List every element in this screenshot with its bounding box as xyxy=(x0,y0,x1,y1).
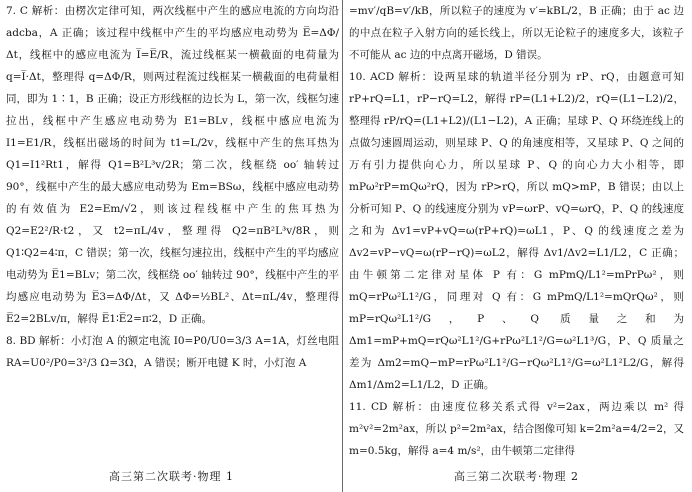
solution-8: 8. BD 解析：小灯泡 A 的额定电流 I0=P0/U0=3/3 A=1A，灯丝电阻 RA=U0²/P0=3²/3 Ω=3Ω，A 错误；断开电键 K 时，小灯泡 A xyxy=(6,335,339,369)
solution-9-continued: =mv′/qB=v′/kB，所以粒子的速度为 v′=kBL/2，B 正确；由于 ac 边的中点在粒子入射方向的延长线上，所以无论粒子的速度多大，该粒子不可能从 ac 边的中点离开磁场，D 错误。 xyxy=(349,5,684,61)
right-page-footer: 高三第二次联考·物理 2 xyxy=(454,470,579,483)
solution-10: 10. ACD 解析：设两星球的轨道半径分别为 rP、rQ，由题意可知 rP+rQ=L1，rP−rQ=L2，解得 rP=(L1+L2)/2，rQ=(L1−L2)/2，整理得 rP/rQ=(L1+L2)/(L1−L2)，A 正确；星球 P、Q 环绕连线上的点做匀速圆周运动，则星球 P、Q 的角速度相等，又星球 P、Q 之间的万有引力提供向心力，所以星球 P、Q 的向心力大小相等，即 mPω²rP=mQω²rQ，因为 rP>rQ，所以 mQ>mP，B 错误；由以上分析可知 P、Q 的线速度分别为 vP=ωrP、vQ=ωrQ，P、Q 的线速度之和为 Δv1=vP+vQ=ω(rP+rQ)=ωL1，P、Q 的线速度之差为 Δv2=vP−vQ=ω(rP−rQ)=ωL2，解得 Δv1/Δv2=L1/L2，C 正确；由牛顿第二定律对星体 P 有：G mPmQ/L1²=mPrPω²，则 mQ=rPω²L1²/G，同理对 Q 有：G mPmQ/L1²=mQrQω²，则 mP=rQω²L1²/G，P、Q 质量之和为 Δm1=mP+mQ=rQω²L1²/G+rPω²L1²/G=ω²L1³/G，P、Q 质量之差为 Δm2=mQ−mP=rPω²L1²/G−rQω²L1²/G=ω²L1²L2/G，解得 Δm1/Δm2=L1/L2，D 正确。 xyxy=(349,71,684,391)
solution-11: 11. CD 解析：由速度位移关系式得 v²=2ax，两边乘以 m² 得 m²v²=2m²ax，所以 p²=2m²ax，结合图像可知 k=2m²a=4/2=2，又 m=0.5kg，解得 a=4 m/s²，由牛顿第二定律得 xyxy=(349,401,685,457)
right-page xyxy=(349,0,684,492)
left-page-footer: 高三第二次联考·物理 1 xyxy=(109,470,234,483)
left-page xyxy=(4,0,339,492)
page-divider xyxy=(342,0,343,492)
solution-7: 7. C 解析：由楞次定律可知，两次线框中产生的感应电流的方向均沿 adcba，A 正确；该过程中线框中产生的平均感应电动势为 E̅=ΔΦ/Δt，线框中的感应电流为 I̅=E̅/R，流过线框某一横截面的电荷量为 q=I̅·Δt，整理得 q=ΔΦ/R，则两过程流过线框某一横截面的电荷量相同，即为 1∶1，B 正确；设正方形线框的边长为 L，第一次，线框匀速拉出，线框中产生感应电动势为 E1=BLv，线框中感应电流为 I1=E1/R，线框出磁场的时间为 t1=L/2v，线框中产生的焦耳热为 Q1=I1²Rt1，解得 Q1=B²L³v/2R；第二次，线框绕 oo′ 轴转过 90°，线框中产生的最大感应电动势为 Em=BSω，线框中感应电动势的有效值为 E2=Em/√2，则该过程线框中产生的焦耳热为 Q2=E2²/R·t2，又 t2=πL/4v，整理得 Q2=πB²L³v/8R，则 Q1∶Q2=4∶π，C 错误；第一次，线框匀速拉出，线框中产生的平均感应电动势为 E̅1=BLv；第二次，线框绕 oo′ 轴转过 90°，线框中产生的平均感应电动势为 E̅3=ΔΦ/Δt，又 ΔΦ=½BL²、Δt=πL/4v，整理得 E̅2=2BLv/π，解得 E̅1∶E̅2=π∶2，D 正确。 xyxy=(6,5,339,325)
